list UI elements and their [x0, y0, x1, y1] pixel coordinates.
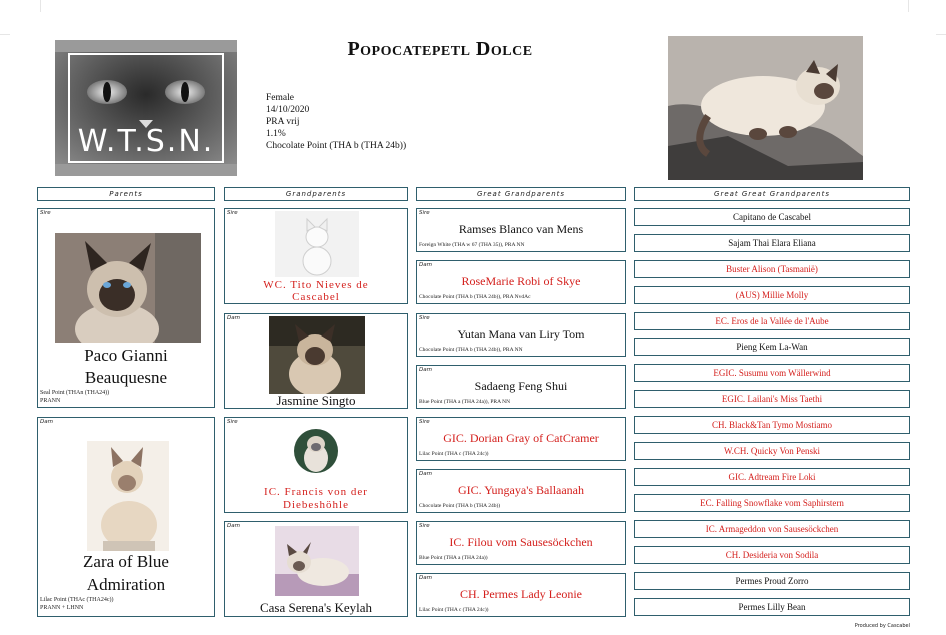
cat-sex: Female — [266, 93, 294, 103]
dam-color: Lilac Point (THAc (THA24c)) — [40, 597, 114, 603]
cat-coi: 1.1% — [266, 129, 286, 139]
great-great-grandparent-cell: Pieng Kem La-Wan — [634, 338, 910, 356]
great-great-grandparent-cell: CH. Desideria von Sodila — [634, 546, 910, 564]
great-great-grandparent-cell: Buster Alison (Tasmanië) — [634, 260, 910, 278]
header-grandparents: Grandparents — [224, 187, 408, 201]
grandparent-name-line1: Casa Serena's Keylah — [259, 600, 373, 615]
cat-pra-status: PRA vrij — [266, 117, 300, 127]
role-label: Dam — [227, 315, 240, 321]
cat-color: Chocolate Point (THA b (THA 24b)) — [266, 141, 407, 151]
logo-text: W.T.S.N. — [77, 124, 215, 159]
dam-name-line2: Admiration — [86, 575, 166, 594]
role-label: Sire — [419, 419, 430, 425]
great-great-grandparent-cell: IC. Armageddon von Sausesöckchen — [634, 520, 910, 538]
grandparent-photo — [269, 316, 365, 394]
cat-info-block — [266, 92, 406, 152]
great-grandparent-cell — [416, 417, 626, 461]
great-great-grandparent-cell: EC. Falling Snowflake vom Saphirstern — [634, 494, 910, 512]
great-grandparent-color: Foreign White (THA w 67 (THA 35)), PRA NN — [419, 242, 525, 248]
great-grandparent-color: Blue Point (THA a (THA 24a)), PRA NN — [419, 399, 511, 405]
cat-photo-icon — [275, 526, 359, 596]
parent-sire-cell — [37, 208, 215, 408]
great-grandparent-name: GIC. Yungaya's Ballaanah — [457, 483, 585, 497]
page-corner-mark — [0, 34, 10, 35]
great-great-grandparent-cell: Permes Lilly Bean — [634, 598, 910, 616]
great-grandparent-name: CH. Permes Lady Leonie — [460, 587, 582, 601]
great-grandparent-color: Lilac Point (THA c (THA 24c)) — [419, 607, 489, 613]
grandparent-cell — [224, 521, 408, 617]
great-great-grandparent-cell: GIC. Adtream Fire Loki — [634, 468, 910, 486]
great-grandparent-name: Yutan Mana van Liry Tom — [457, 327, 585, 341]
great-grandparent-color: Chocolate Point (THA b (THA 24b)) — [419, 503, 501, 509]
role-label: Sire — [419, 315, 430, 321]
cat-photo-icon — [269, 316, 365, 394]
header-great-grandparents: Great Grandparents — [416, 187, 626, 201]
great-grandparent-color: Chocolate Point (THA b (THA 24b)), PRA NvdAc — [419, 294, 531, 300]
cat-name-title: Popocatepetl Dolce — [347, 38, 533, 60]
great-great-grandparent-cell: EGIC. Susumu vom Wällerwind — [634, 364, 910, 382]
role-label: Dam — [40, 419, 53, 425]
great-grandparent-cell — [416, 260, 626, 304]
page-corner-mark — [40, 0, 41, 12]
grandparent-cell — [224, 313, 408, 409]
grandparent-cell — [224, 417, 408, 513]
great-great-grandparent-cell: W.CH. Quicky Von Penski — [634, 442, 910, 460]
cat-photo-icon — [668, 36, 863, 180]
parent-dam-cell — [37, 417, 215, 617]
cattery-logo — [55, 40, 237, 176]
great-grandparent-name: Sadaeng Feng Shui — [474, 379, 568, 393]
cat-photo-icon — [87, 441, 169, 551]
cat-birth-date: 14/10/2020 — [266, 105, 310, 115]
great-grandparent-name: GIC. Dorian Gray of CatCramer — [443, 431, 599, 445]
great-great-grandparent-cell: CH. Black&Tan Tymo Mostiamo — [634, 416, 910, 434]
sire-photo — [55, 233, 201, 343]
great-grandparent-color: Chocolate Point (THA b (THA 24b)), PRA NN — [419, 347, 523, 353]
role-label: Dam — [419, 575, 432, 581]
role-label: Sire — [227, 419, 238, 425]
role-label: Sire — [227, 210, 238, 216]
page-corner-mark — [908, 0, 909, 12]
great-grandparent-color: Lilac Point (THA c (THA 24c)) — [419, 451, 489, 457]
great-grandparent-cell — [416, 469, 626, 513]
cat-photo-icon — [275, 211, 359, 277]
great-great-grandparent-cell: (AUS) Millie Molly — [634, 286, 910, 304]
great-great-grandparent-cell: Capitano de Cascabel — [634, 208, 910, 226]
grandparent-photo — [275, 211, 359, 277]
page-corner-mark — [936, 34, 946, 35]
role-label: Dam — [227, 523, 240, 529]
great-grandparent-name: RoseMarie Robi of Skye — [461, 274, 581, 288]
grandparent-name-line1: WC. Tito Nieves de — [263, 279, 369, 291]
dam-pra: PRANN + LHNN — [40, 605, 84, 611]
grandparent-name-line1: IC. Francis von der — [264, 486, 368, 498]
grandparent-name-line2: Cascabel — [292, 291, 340, 303]
dam-name-line1: Zara of Blue — [83, 552, 169, 571]
role-label: Sire — [419, 523, 430, 529]
great-grandparent-name: Ramses Blanco van Mens — [458, 222, 584, 236]
footer-credit: Produced by Cascabel — [854, 623, 910, 629]
great-great-grandparent-cell: EC. Eros de la Vallée de l'Aube — [634, 312, 910, 330]
role-label: Sire — [40, 210, 51, 216]
grandparent-name-line2: Diebeshöhle — [283, 499, 349, 511]
great-grandparent-name: IC. Filou vom Sausesöckchen — [449, 535, 593, 549]
cat-main-photo — [668, 36, 863, 180]
great-grandparent-cell — [416, 313, 626, 357]
sire-name-line1: Paco Gianni — [84, 346, 168, 365]
grandparent-photo — [275, 526, 359, 596]
great-great-grandparent-cell: Sajam Thai Elara Eliana — [634, 234, 910, 252]
role-label: Dam — [419, 367, 432, 373]
great-grandparent-cell — [416, 521, 626, 565]
great-grandparent-cell — [416, 365, 626, 409]
cat-photo-icon — [55, 233, 201, 343]
grandparent-name-line1: Jasmine Singto — [276, 393, 356, 408]
role-label: Dam — [419, 471, 432, 477]
great-grandparent-color: Blue Point (THA a (THA 24a)) — [419, 555, 488, 561]
dam-photo — [87, 441, 169, 551]
sire-pra: PRANN — [40, 398, 61, 404]
header-great-great-grandparents: Great Great Grandparents — [634, 187, 910, 201]
role-label: Dam — [419, 262, 432, 268]
header-parents: Parents — [37, 187, 215, 201]
role-label: Sire — [419, 210, 430, 216]
grandparent-cell — [224, 208, 408, 304]
great-grandparent-cell — [416, 208, 626, 252]
cat-photo-icon — [289, 424, 343, 478]
sire-color: Seal Point (THAn (THA24)) — [40, 390, 110, 396]
great-grandparent-cell — [416, 573, 626, 617]
great-great-grandparent-cell: EGIC. Lailani's Miss Taethi — [634, 390, 910, 408]
sire-name-line2: Beauquesne — [84, 368, 168, 387]
grandparent-photo — [289, 424, 343, 478]
great-great-grandparent-cell: Permes Proud Zorro — [634, 572, 910, 590]
